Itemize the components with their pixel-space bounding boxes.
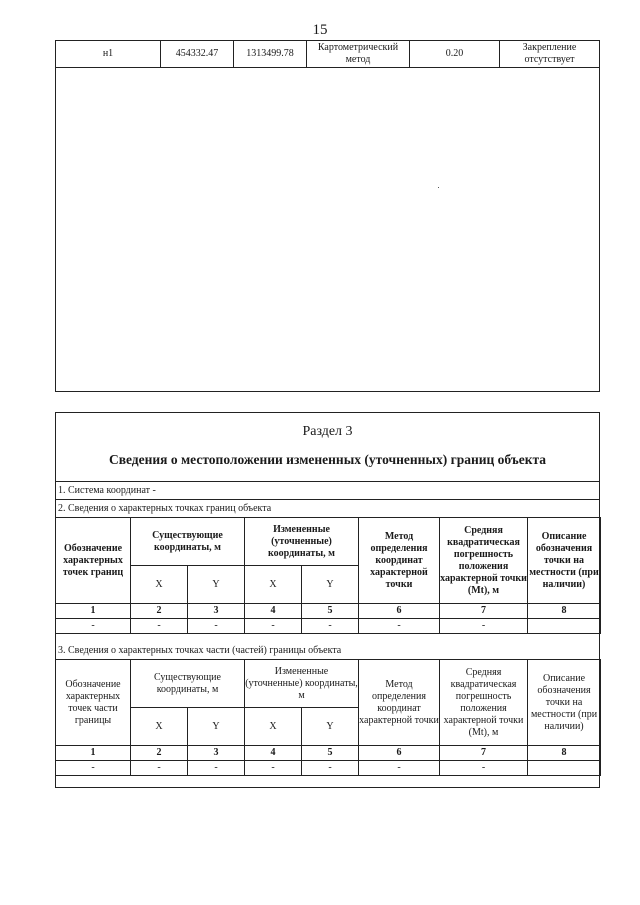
col-number: 7	[440, 604, 528, 619]
col-description: Описание обозначения точки на местности (при наличии)	[528, 660, 601, 746]
parts-caption: 3. Сведения о характерных точках части (частей) границы объекта	[58, 645, 342, 656]
empty-cell: -	[56, 761, 131, 776]
coord-x: 454332.47	[161, 41, 234, 68]
error-value: 0.20	[410, 41, 500, 68]
col-number: 3	[188, 604, 245, 619]
empty-cell: -	[302, 761, 359, 776]
empty-cell: -	[440, 619, 528, 634]
col-number: 3	[188, 746, 245, 761]
col-description: Описание обозначения точки на местности (при наличии)	[528, 518, 601, 604]
divider	[55, 499, 600, 500]
col-x-existing: X	[131, 566, 188, 604]
col-x-changed: X	[245, 708, 302, 746]
point-designation: н1	[56, 41, 161, 68]
col-number: 4	[245, 604, 302, 619]
col-number: 2	[131, 604, 188, 619]
col-existing-coords: Существующие координаты, м	[131, 660, 245, 708]
empty-cell: -	[302, 619, 359, 634]
section-title: Раздел 3	[302, 424, 353, 439]
col-method: Метод определения координат характерной точки	[359, 518, 440, 604]
top-points-table	[55, 40, 600, 68]
col-error: Средняя квадратическая погрешность положения характерной точки (Mt), м	[440, 518, 528, 604]
col-designation: Обозначение характерных точек границ	[56, 518, 131, 604]
empty-cell	[528, 619, 601, 634]
empty-cell: -	[245, 761, 302, 776]
empty-cell: -	[188, 761, 245, 776]
col-number: 5	[302, 746, 359, 761]
empty-cell: -	[359, 761, 440, 776]
col-number: 8	[528, 604, 601, 619]
col-changed-coords: Измененные (уточненные) координаты, м	[245, 518, 359, 566]
empty-cell: -	[359, 619, 440, 634]
col-number: 5	[302, 604, 359, 619]
empty-cell: -	[131, 619, 188, 634]
table-row	[56, 41, 600, 68]
empty-cell: -	[245, 619, 302, 634]
col-number: 8	[528, 746, 601, 761]
col-number: 6	[359, 604, 440, 619]
page-number: 15	[312, 22, 328, 38]
coord-y: 1313499.78	[234, 41, 307, 68]
col-number: 1	[56, 746, 131, 761]
points-caption: 2. Сведения о характерных точках границ объекта	[58, 503, 272, 514]
col-number: 2	[131, 746, 188, 761]
col-designation: Обозначение характерных точек части границы	[56, 660, 131, 746]
col-y-changed: Y	[302, 566, 359, 604]
part-boundary-points-table	[55, 659, 601, 776]
divider	[55, 481, 600, 482]
col-y-changed: Y	[302, 708, 359, 746]
col-number: 1	[56, 604, 131, 619]
col-x-changed: X	[245, 566, 302, 604]
empty-cell	[528, 761, 601, 776]
empty-cell: -	[131, 761, 188, 776]
empty-cell: -	[188, 619, 245, 634]
section-subtitle: Сведения о местоположении измененных (уточненных) границ объекта	[108, 452, 547, 467]
table-row	[56, 761, 601, 776]
col-x-existing: X	[131, 708, 188, 746]
col-existing-coords: Существующие координаты, м	[131, 518, 245, 566]
col-method: Метод определения координат характерной точки	[359, 660, 440, 746]
empty-cell: -	[56, 619, 131, 634]
col-y-existing: Y	[188, 708, 245, 746]
empty-cell: -	[440, 761, 528, 776]
col-number: 7	[440, 746, 528, 761]
method: Картометрический метод	[307, 41, 410, 68]
col-error: Средняя квадратическая погрешность положения характерной точки (Mt), м	[440, 660, 528, 746]
table-row	[56, 604, 601, 619]
boundary-points-table	[55, 517, 601, 634]
table-row	[56, 619, 601, 634]
col-y-existing: Y	[188, 566, 245, 604]
drawing-dot	[438, 187, 439, 188]
fixing-description: Закрепление отсутствует	[500, 41, 600, 68]
col-changed-coords: Измененные (уточненные) координаты, м	[245, 660, 359, 708]
col-number: 6	[359, 746, 440, 761]
empty-drawing-area	[55, 67, 600, 392]
coord-system-caption: 1. Система координат -	[58, 485, 156, 496]
col-number: 4	[245, 746, 302, 761]
table-row	[56, 746, 601, 761]
